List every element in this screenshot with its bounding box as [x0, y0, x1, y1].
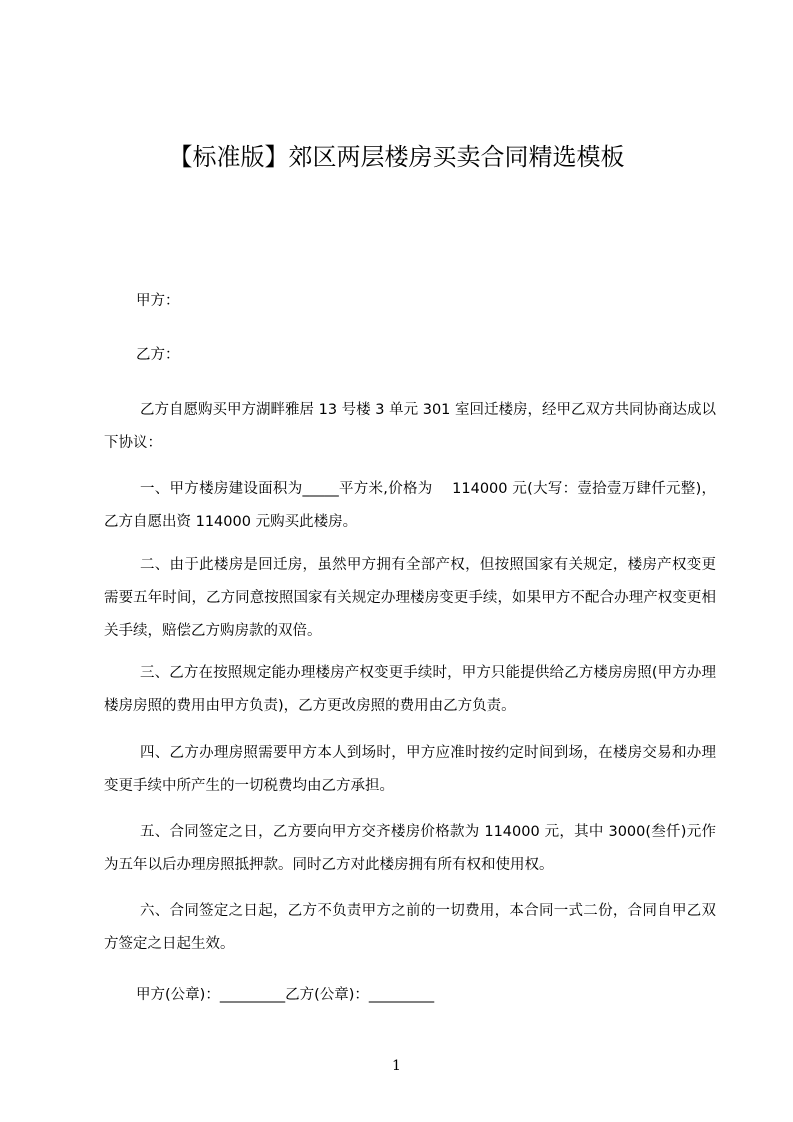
- clause-3: 三、乙方在按照规定能办理楼房产权变更手续时，甲方只能提供给乙方楼房房照(甲方办理楼房房照的费用由甲方负责)，乙方更改房照的费用由乙方负责。: [104, 665, 716, 714]
- page-number: 1: [392, 1058, 401, 1074]
- party-b-label: 乙方：: [136, 347, 180, 363]
- clause-6: 六、合同签定之日起，乙方不负责甲方之前的一切费用，本合同一式二份，合同自甲乙双方签定之日起生效。: [104, 903, 716, 952]
- clause-1: 一、甲方楼房建设面积为_____平方米,价格为 114000 元(大写：壹拾壹万肆仟元整)，乙方自愿出资 114000 元购买此楼房。: [104, 481, 716, 530]
- clause-4: 四、乙方办理房照需要甲方本人到场时，甲方应准时按约定时间到场，在楼房交易和办理变更手续中所产生的一切税费均由乙方承担。: [104, 745, 716, 794]
- party-a-label: 甲方：: [136, 293, 180, 309]
- clause-2: 二、由于此楼房是回迁房，虽然甲方拥有全部产权，但按照国家有关规定，楼房产权变更需要五年时间，乙方同意按照国家有关规定办理楼房变更手续，如果甲方不配合办理产权变更相关手续，赔偿乙方购房款的双倍。: [104, 557, 716, 639]
- signature-line: 甲方(公章)：_________乙方(公章)：_________: [136, 987, 435, 1003]
- intro-paragraph: 乙方自愿购买甲方湖畔雅居 13 号楼 3 单元 301 室回迁楼房，经甲乙双方共同协商达成以下协议：: [104, 402, 717, 451]
- document-title: 【标准版】郊区两层楼房买卖合同精选模板: [168, 143, 625, 171]
- clause-5: 五、合同签定之日，乙方要向甲方交齐楼房价格款为 114000 元，其中 3000(叁仟)元作为五年以后办理房照抵押款。同时乙方对此楼房拥有所有权和使用权。: [104, 824, 716, 873]
